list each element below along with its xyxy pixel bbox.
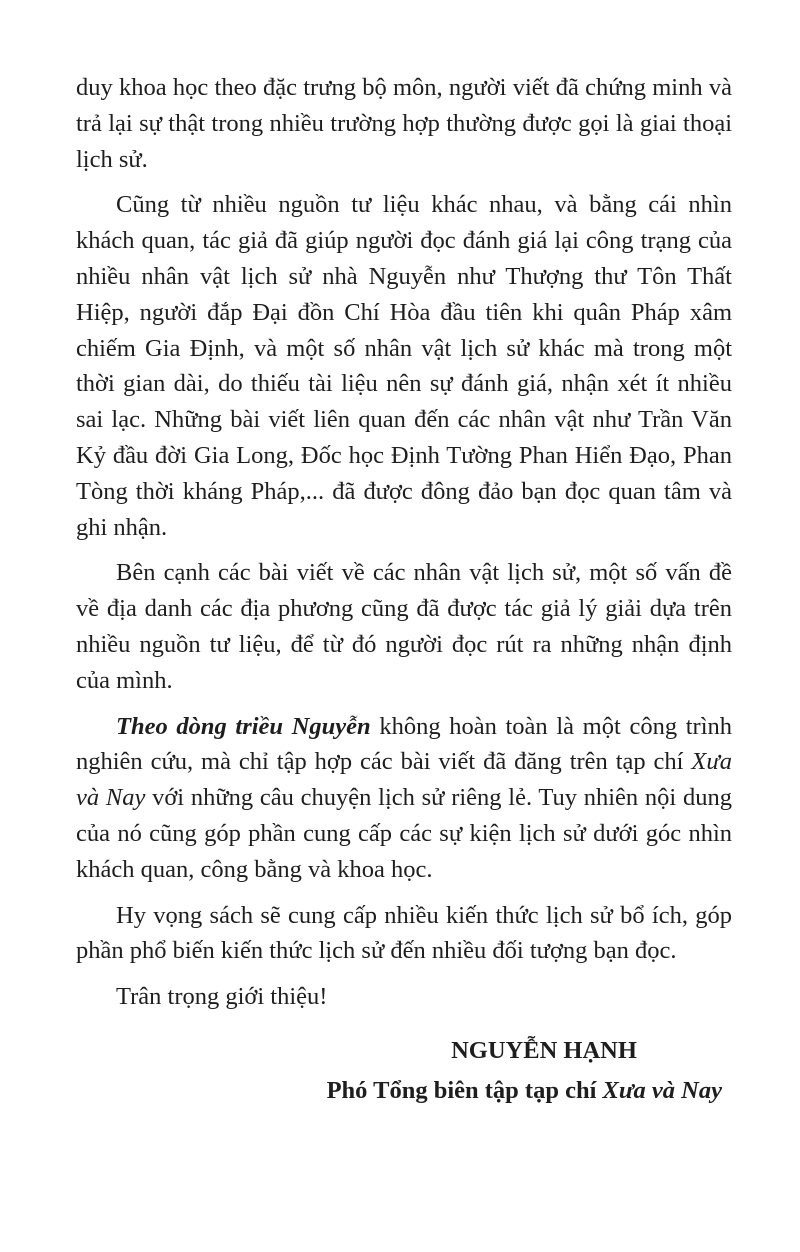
paragraph-4-text-a: không hoàn toàn là một công trình nghiên cứu, mà chỉ tập hợp các bài viết đã đăng trên tạp chí xyxy=(76,712,732,776)
paragraph-4 xyxy=(76,709,732,888)
signature-role xyxy=(76,1071,732,1111)
paragraph-1: duy khoa học theo đặc trưng bộ môn, người viết đã chứng minh và trả lại sự thật trong nhiều trường hợp thường được gọi là giai thoại lịch sử. xyxy=(76,74,732,173)
signature-magazine: Xưa và Nay xyxy=(602,1076,722,1104)
paragraph-5: Hy vọng sách sẽ cung cấp nhiều kiến thức lịch sử bổ ích, góp phần phổ biến kiến thức lịch sử đến nhiều đối tượng bạn đọc. xyxy=(76,901,732,965)
signature-block xyxy=(76,1031,732,1111)
paragraph-3: Bên cạnh các bài viết về các nhân vật lịch sử, một số vấn đề về địa danh các địa phương cũng đã được tác giả lý giải dựa trên nhiều nguồn tư liệu, để từ đó người đọc rút ra những nhận định của mình. xyxy=(76,559,732,694)
paragraph-2: Cũng từ nhiều nguồn tư liệu khác nhau, và bằng cái nhìn khách quan, tác giả đã giúp người đọc đánh giá lại công trạng của nhiều nhân vật lịch sử nhà Nguyễn như Thượng thư Tôn Thất Hiệp, người đắp Đại đồn Chí Hòa đầu tiên khi quân Pháp xâm chiếm Gia Định, và một số nhân vật lịch sử khác mà trong một thời gian dài, do thiếu tài liệu nên sự đánh giá, nhận xét ít nhiều sai lạc. Những bài viết liên quan đến các nhân vật như Trần Văn Kỷ đầu đời Gia Long, Đốc học Định Tường Phan Hiển Đạo, Phan Tòng thời kháng Pháp,... đã được đông đảo bạn đọc quan tâm và ghi nhận. xyxy=(76,191,732,541)
paragraph-4-text-b: với những câu chuyện lịch sử riêng lẻ. Tuy nhiên nội dung của nó cũng góp phần cung cấp các sự kiện lịch sử dưới góc nhìn khách quan, công bằng và khoa học. xyxy=(76,784,732,883)
magazine-title: Xưa và Nay xyxy=(76,748,732,812)
book-title: Theo dòng triều Nguyễn xyxy=(116,712,371,740)
signature-role-text: Phó Tổng biên tập tạp chí xyxy=(326,1076,603,1104)
closing-line: Trân trọng giới thiệu! xyxy=(116,983,328,1011)
document-page xyxy=(76,70,732,1111)
signature-name: NGUYỄN HẠNH xyxy=(451,1036,637,1064)
